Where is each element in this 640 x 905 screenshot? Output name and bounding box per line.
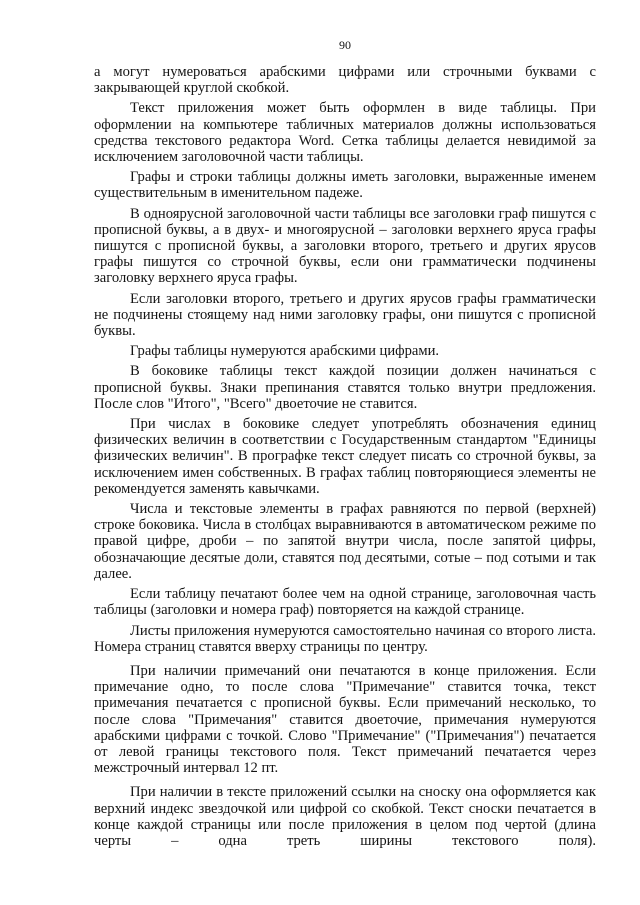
paragraph-lower-tier-headings: Если заголовки второго, третьего и других ярусов графы грамматически не подчинены стоящему над ними заголовку графы, они пишутся с прописной буквы. [94,290,596,340]
paragraph-units: При числах в боковике следует употреблять обозначения единиц физических величин в соответствии с Государственным стандартом "Единицы физических величин". В прографке текст следует писать со строчной буквы, за исключением имен собственных. В графах таблиц повторяющиеся элементы не рекомендуется заменять кавычками. [94,416,596,497]
paragraph-column-numbering: Графы таблицы нумеруются арабскими цифрами. [130,343,440,360]
paragraph-single-tier-header: В одноярусной заголовочной части таблицы все заголовки граф пишутся с прописной буквы, а в двух- и многоярусной – заголовки верхнего яруса графы пишутся с прописной буквы, а заголовки второго, третьего и других ярусов графы пишутся со строчной буквы, если они грамматически подчинены заголовку верхнего яруса графы. [94,205,596,287]
paragraph-continuation: а могут нумероваться арабскими цифрами или строчными буквами с закрывающей круглой скобкой. [94,64,596,97]
paragraph-multipage-table: Если таблицу печатают более чем на одной странице, заголовочная часть таблицы (заголовки и номера граф) повторяется на каждой странице. [94,586,596,619]
paragraph-stub-text: В боковике таблицы текст каждой позиции должен начинаться с прописной буквы. Знаки препинания ставятся только внутри предложения. После слов "Итого", "Всего" двоеточие не ставится. [94,363,596,412]
paragraph-number-alignment: Числа и текстовые элементы в графах равняются по первой (верхней) строке боковика. Числа в столбцах выравниваются в автоматическом режиме по правой цифре, дроби – по запятой внутри числа, после запятой цифры, обозначающие десятые доли, ставятся под десятыми, сотые – под сотыми и так далее. [94,501,596,582]
paragraph-footnotes: При наличии в тексте приложений ссылки на сноску она оформляется как верхний индекс звездочкой или цифрой со скобкой. Текст сноски печатается в конце каждой страницы или после приложения в целом под чертой (длина черты – одна треть ширины текстового поля). [94,784,596,849]
paragraph-page-numbering: Листы приложения нумеруются самостоятельно начиная со второго листа. Номера страниц ставятся вверху страницы по центру. [94,622,596,655]
paragraph-table-format: Текст приложения может быть оформлен в виде таблицы. При оформлении на компьютере табличных материалов должны использоваться средства текстового редактора Word. Сетка таблицы делается невидимой за исключением заголовочной части таблицы. [94,100,596,166]
paragraph-notes: При наличии примечаний они печатаются в конце приложения. Если примечание одно, то после слова "Примечание" ставится точка, текст примечания печатается с прописной буквы. Если примечаний несколько, то после слова "Примечания" ставится двоеточие, примечания нумеруются арабскими цифрами с точкой. Слово "Примечание" ("Примечания") печатается от левой границы текстового поля. Текст примечаний печатается через межстрочный интервал 12 пт. [94,662,596,777]
page-number: 90 [339,38,351,52]
document-page [94,38,596,849]
paragraph-column-headings: Графы и строки таблицы должны иметь заголовки, выраженные именем существительным в именительном падеже. [94,169,596,202]
